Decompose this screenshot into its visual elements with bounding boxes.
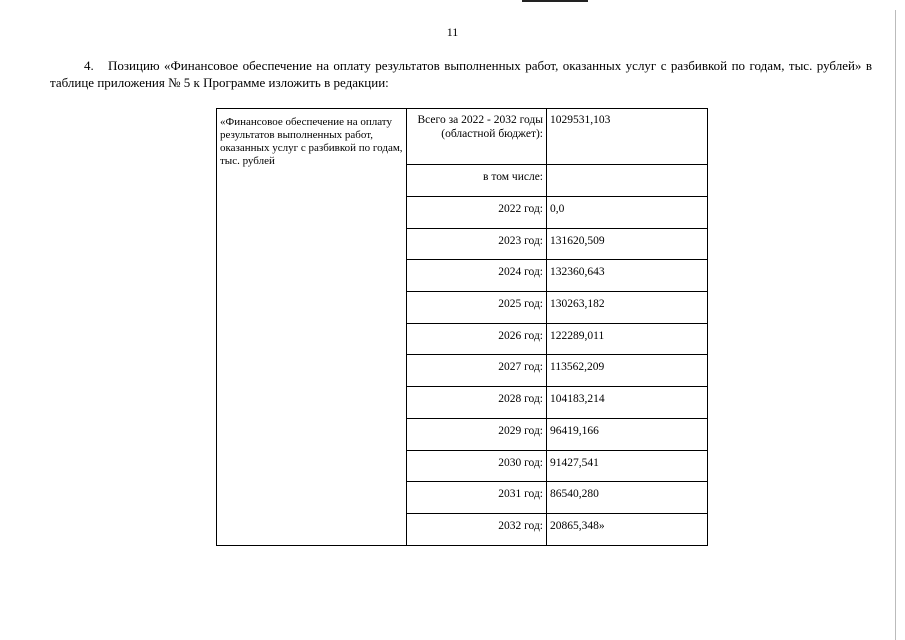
year-label: 2031 год: bbox=[407, 482, 547, 514]
year-value: 131620,509 bbox=[547, 228, 708, 260]
instruction-paragraph bbox=[50, 57, 872, 91]
table-row-total bbox=[217, 109, 708, 165]
total-label: Всего за 2022 - 2032 годы (областной бюджет): bbox=[407, 109, 547, 165]
year-value: 130263,182 bbox=[547, 292, 708, 324]
financing-table bbox=[216, 108, 708, 546]
year-value: 0,0 bbox=[547, 197, 708, 229]
year-value: 104183,214 bbox=[547, 387, 708, 419]
instruction-number: 4. bbox=[84, 58, 94, 73]
instruction-text: Позицию «Финансовое обеспечение на оплату результатов выполненных работ, оказанных услуг с разбивкой по годам, тыс. рублей» в таблице приложения № 5 к Программе изложить в редакции: bbox=[50, 58, 872, 90]
year-label: 2027 год: bbox=[407, 355, 547, 387]
year-value: 122289,011 bbox=[547, 323, 708, 355]
year-value: 113562,209 bbox=[547, 355, 708, 387]
year-value: 132360,643 bbox=[547, 260, 708, 292]
page-number: 11 bbox=[446, 25, 459, 39]
year-label: 2026 год: bbox=[407, 323, 547, 355]
year-label: 2029 год: bbox=[407, 418, 547, 450]
year-label: 2022 год: bbox=[407, 197, 547, 229]
year-label: 2023 год: bbox=[407, 228, 547, 260]
year-label: 2024 год: bbox=[407, 260, 547, 292]
scan-artifact-line bbox=[522, 0, 588, 2]
position-title-cell: «Финансовое обеспечение на оплату результатов выполненных работ, оказанных услуг с разбивкой по годам, тыс. рублей bbox=[217, 109, 407, 546]
including-label: в том числе: bbox=[407, 165, 547, 197]
year-value: 86540,280 bbox=[547, 482, 708, 514]
including-value bbox=[547, 165, 708, 197]
year-value: 96419,166 bbox=[547, 418, 708, 450]
year-value: 91427,541 bbox=[547, 450, 708, 482]
scan-edge-line bbox=[895, 10, 896, 640]
total-value: 1029531,103 bbox=[547, 109, 708, 165]
year-value: 20865,348» bbox=[547, 513, 708, 545]
year-label: 2025 год: bbox=[407, 292, 547, 324]
year-label: 2030 год: bbox=[407, 450, 547, 482]
year-label: 2028 год: bbox=[407, 387, 547, 419]
year-label: 2032 год: bbox=[407, 513, 547, 545]
